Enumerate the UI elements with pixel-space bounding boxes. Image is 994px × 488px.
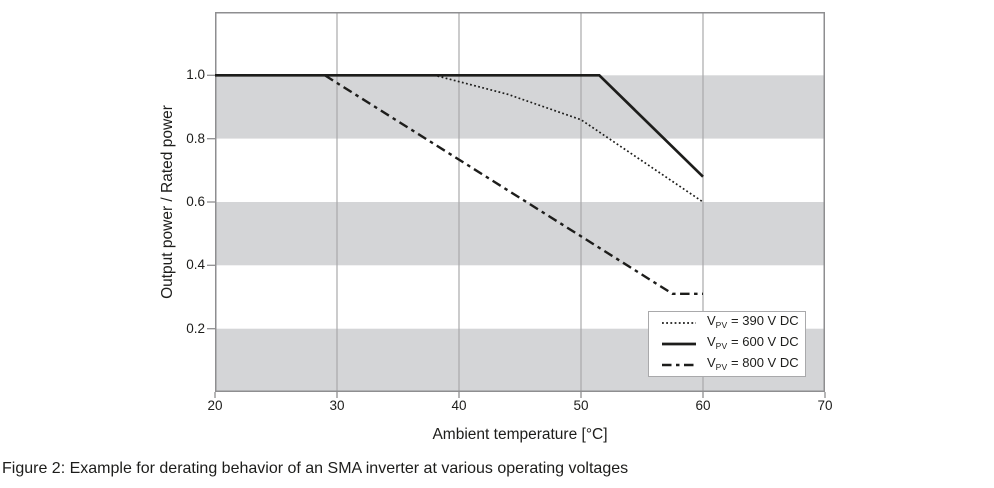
x-tick-label: 40 (451, 398, 467, 413)
y-tick-label: 0.2 (186, 320, 205, 336)
legend-label: $V_{PV} = 800$ V DC (707, 355, 799, 372)
x-tick-label: 70 (817, 398, 833, 413)
legend-line-sample-solid (660, 338, 698, 350)
shaded-band (215, 202, 825, 265)
y-tick-label: 0.6 (186, 194, 205, 209)
x-tick-label: 20 (207, 398, 223, 413)
legend-item-600v (660, 335, 805, 354)
shaded-band (215, 75, 825, 138)
legend-item-800v (660, 356, 805, 375)
legend-line-sample-dotted (660, 317, 698, 329)
legend-label: $V_{PV} = 600$ V DC (707, 334, 799, 351)
x-tick-label: 60 (695, 398, 711, 413)
y-tick-label: 0.8 (186, 130, 205, 146)
figure-caption: Figure 2: Example for derating behavior of an SMA inverter at various operating voltages (2, 460, 629, 477)
legend-item-390v (660, 314, 805, 333)
plot-area (215, 12, 825, 392)
x-tick-label: 50 (573, 398, 589, 413)
y-axis-label: Output power / Rated power (159, 105, 176, 299)
y-tick-label: 0.4 (186, 257, 205, 273)
legend (648, 311, 806, 377)
legend-line-sample-dashdot (660, 359, 698, 371)
legend-label: $V_{PV} = 390$ V DC (707, 313, 799, 330)
y-tick-label: 1.0 (186, 67, 205, 83)
x-axis-label: Ambient temperature [°C] (432, 426, 608, 443)
x-tick-label: 30 (329, 398, 345, 413)
